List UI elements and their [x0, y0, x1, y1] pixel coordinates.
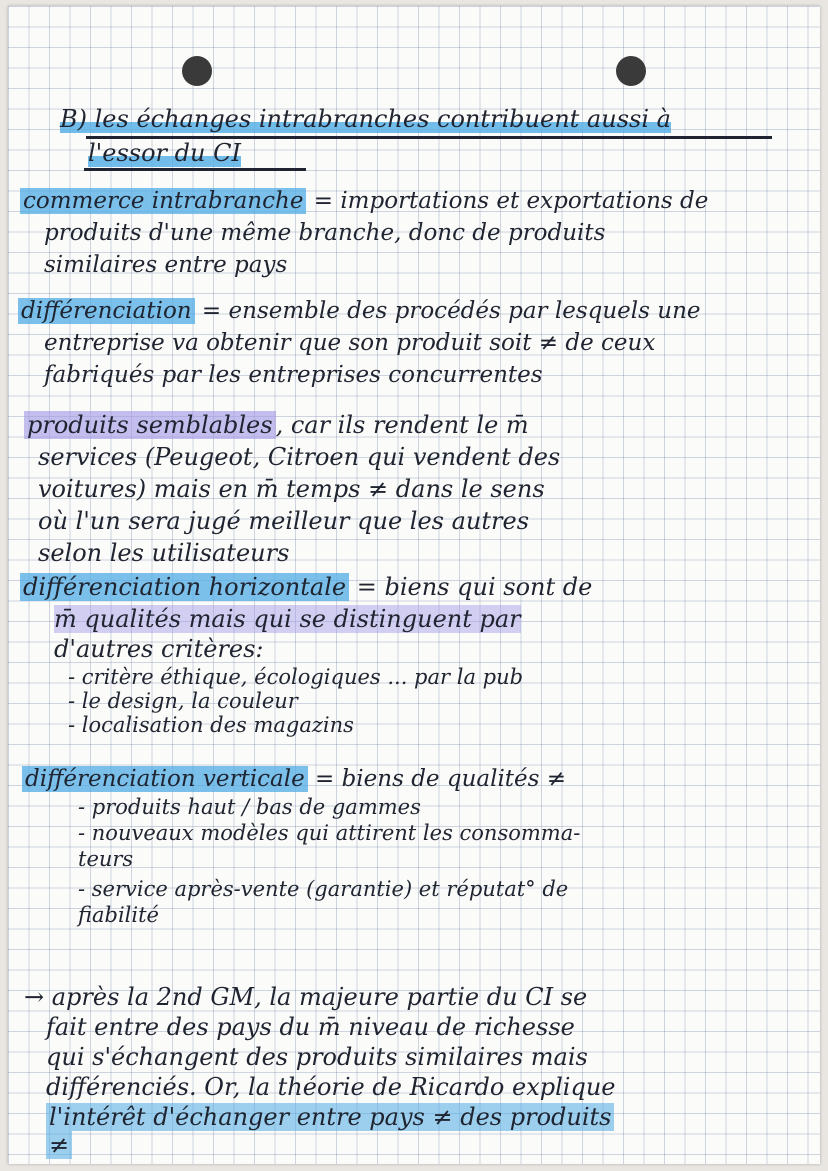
definition-text: = biens de qualités ≠ — [307, 766, 567, 792]
list-item: - le design, la couleur — [68, 689, 298, 713]
conclusion-text: → après la 2nd GM, la majeure partie du CI se — [24, 983, 588, 1011]
definition-text: = biens qui sont de — [349, 573, 593, 601]
conclusion-text: différenciés. Or, la théorie de Ricardo explique — [46, 1073, 616, 1101]
list-item: - service après-vente (garantie) et réputat° de — [78, 877, 569, 901]
conclusion-text: fait entre des pays du m̄ niveau de richesse — [46, 1013, 575, 1041]
title-line-1: B) les échanges intrabranches contribuent aussi à — [60, 105, 671, 133]
title-underline-2 — [84, 168, 306, 171]
term-produits-semblables: produits semblables — [24, 411, 276, 439]
definition-text: = ensemble des procédés par lesquels une — [194, 298, 701, 324]
paragraph-text: voitures) mais en m̄ temps ≠ dans le sens — [38, 475, 545, 503]
list-item: - produits haut / bas de gammes — [78, 795, 421, 819]
list-item: - localisation des magazins — [68, 713, 354, 737]
title-line-2: l'essor du CI — [88, 139, 241, 167]
term-differenciation-horizontale: différenciation horizontale — [20, 573, 349, 601]
definition-text: produits d'une même branche, donc de produits — [44, 220, 606, 246]
paragraph-text: , car ils rendent le m̄ — [275, 411, 529, 439]
conclusion-text: l'intérêt d'échanger entre pays ≠ des produits — [46, 1103, 614, 1131]
paragraph-text: où l'un sera jugé meilleur que les autres — [38, 507, 530, 535]
definition-text: entreprise va obtenir que son produit soit ≠ de ceux — [44, 330, 656, 356]
definition-text: fabriqués par les entreprises concurrentes — [44, 362, 543, 388]
term-differenciation: différenciation — [18, 298, 195, 324]
paragraph-text: selon les utilisateurs — [38, 539, 290, 567]
definition-text: = importations et exportations de — [306, 188, 709, 214]
term-commerce-intrabranche: commerce intrabranche — [20, 188, 306, 214]
binder-hole-left — [182, 56, 212, 86]
definition-text: m̄ qualités mais qui se distinguent par — [54, 605, 521, 633]
notebook-page — [8, 6, 820, 1164]
paragraph-text: services (Peugeot, Citroen qui vendent des — [38, 443, 561, 471]
binder-hole-right — [616, 56, 646, 86]
not-equal-symbol: ≠ — [46, 1131, 72, 1159]
list-item: - critère éthique, écologiques ... par la pub — [68, 665, 524, 689]
definition-text: d'autres critères: — [54, 635, 264, 663]
definition-text: similaires entre pays — [44, 252, 288, 278]
list-item: teurs — [78, 847, 134, 871]
conclusion-text: qui s'échangent des produits similaires mais — [46, 1043, 588, 1071]
list-item: - nouveaux modèles qui attirent les consomma- — [78, 821, 581, 845]
term-differenciation-verticale: différenciation verticale — [22, 766, 308, 792]
list-item: fiabilité — [78, 903, 159, 927]
